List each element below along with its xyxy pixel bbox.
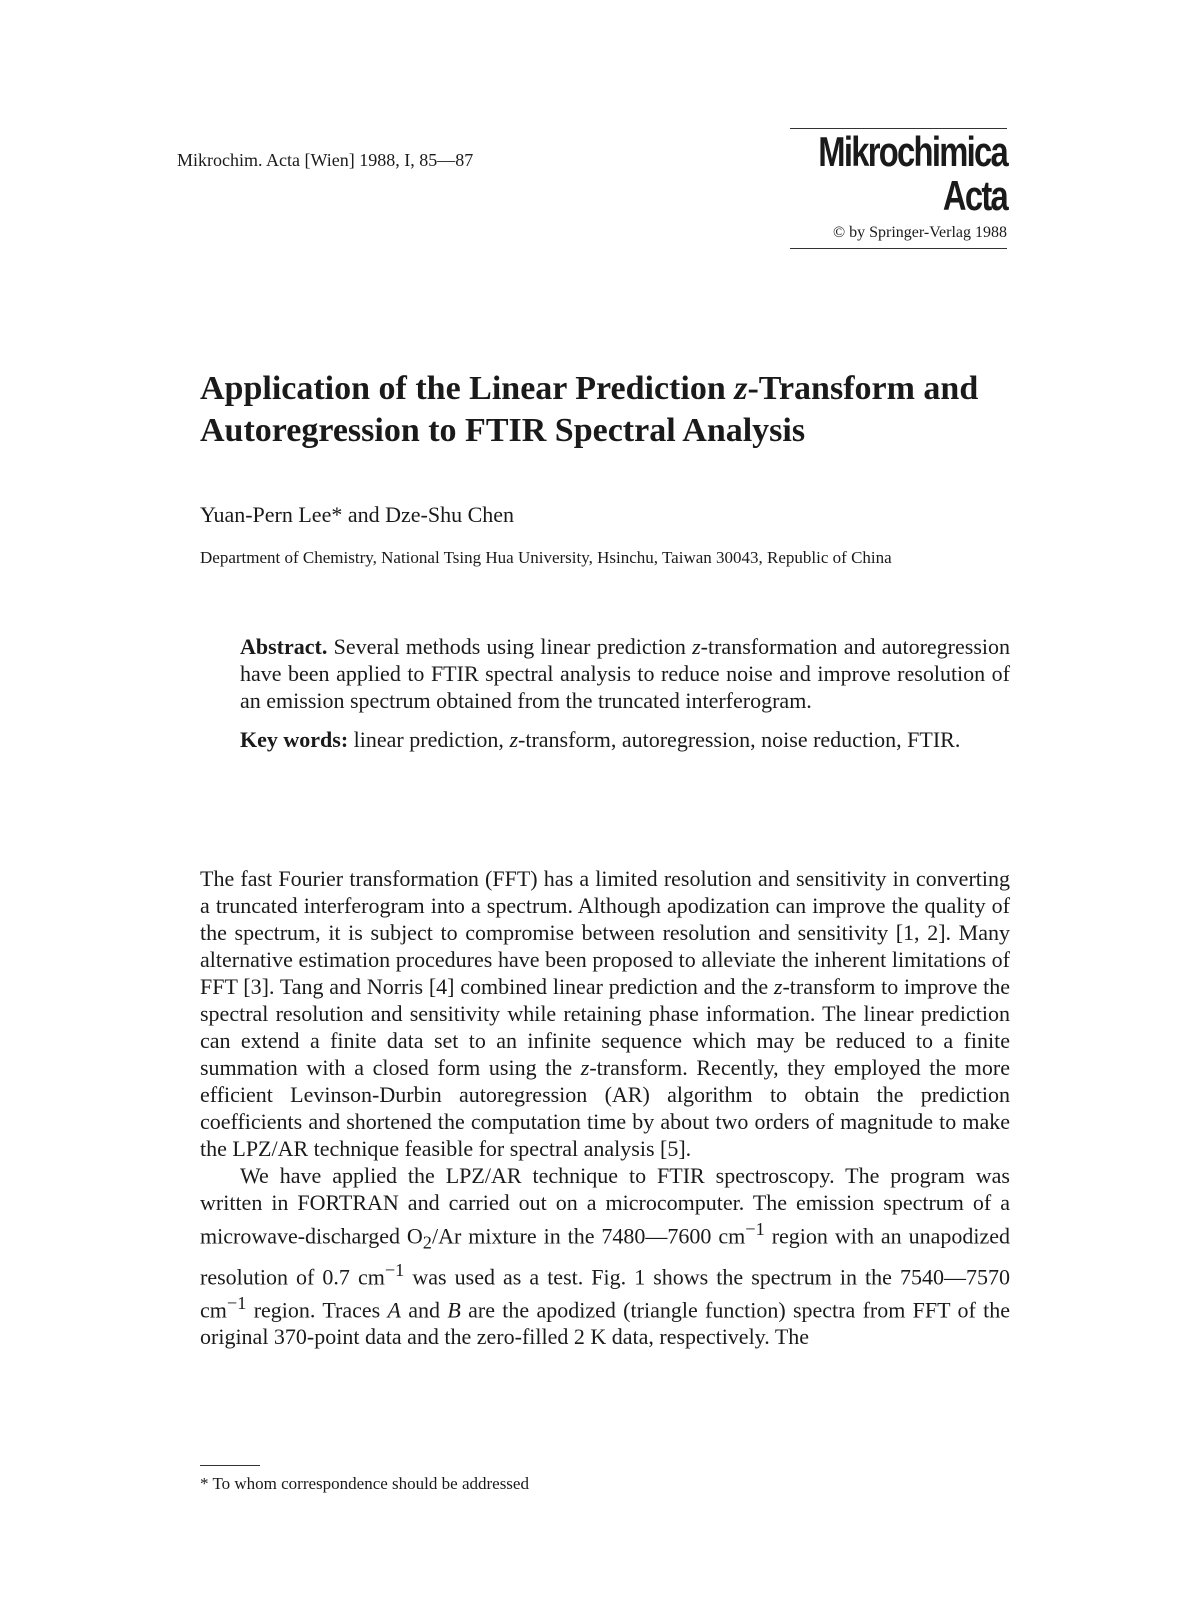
copyright-notice: © by Springer-Verlag 1988 bbox=[832, 224, 1007, 241]
abstract-section bbox=[240, 633, 1010, 753]
p2-text-f: and bbox=[400, 1297, 448, 1323]
logo-bottom-rule bbox=[790, 248, 1007, 249]
p2-text-b: /Ar mixture in the 7480—7600 cm bbox=[431, 1223, 746, 1249]
journal-logo bbox=[818, 130, 1007, 218]
author-affiliation: Department of Chemistry, National Tsing Hua University, Hsinchu, Taiwan 30043, Republic of China bbox=[200, 548, 892, 567]
article-title bbox=[200, 368, 1010, 452]
p2-superscript-1: −1 bbox=[745, 1219, 765, 1239]
body-text bbox=[200, 865, 1010, 1350]
body-paragraph-2 bbox=[200, 1162, 1010, 1350]
p2-superscript-3: −1 bbox=[226, 1293, 247, 1314]
author-list: Yuan-Pern Lee* and Dze-Shu Chen bbox=[200, 502, 515, 527]
p2-text-g: are the apodized (triangle function) spectra from FFT of the original 370-point data and the zero-filled 2 K data, respectively. The bbox=[200, 1297, 1010, 1350]
abstract-text-1: Several methods using linear prediction bbox=[327, 634, 693, 659]
abstract-paragraph bbox=[240, 633, 1010, 714]
p2-trace-b: B bbox=[447, 1297, 461, 1323]
title-text-1: Application of the Linear Prediction bbox=[200, 370, 735, 407]
p1-z-italic-2: z bbox=[580, 1055, 590, 1080]
p2-subscript: 2 bbox=[422, 1232, 432, 1253]
footnote: * To whom correspondence should be addressed bbox=[200, 1474, 529, 1493]
abstract-label: Abstract. bbox=[240, 634, 328, 659]
p1-text-b: -transform to improve the spectral resolution and sensitivity while retaining phase information. The linear prediction can extend a finite data set to an infinite sequence which may be reduced to a finite summation with a closed form using the bbox=[200, 974, 1010, 1080]
p2-text-a: We have applied the LPZ/AR technique to FTIR spectroscopy. The program was written in FORTRAN and carried out on a microcomputer. The emission spectrum of a microwave-discharged O bbox=[200, 1163, 1010, 1249]
keywords-text-1: linear prediction, bbox=[348, 727, 510, 752]
p2-text-c: region with an unapodized resolution of 0.7 cm bbox=[200, 1223, 1010, 1290]
journal-logo-block bbox=[790, 128, 1007, 258]
abstract-text-2: -transformation and autoregression have been applied to FTIR spectral analysis to reduce noise and improve resolution of an emission spectrum obtained from the truncated interferogram. bbox=[240, 634, 1010, 713]
p1-text-c: -transform. Recently, they employed the more efficient Levinson-Durbin autoregression (AR) algorithm to obtain the prediction coefficients and shortened the computation time by about two orders of magnitude to make the LPZ/AR technique feasible for spectral analysis [5]. bbox=[200, 1055, 1010, 1161]
keywords-paragraph bbox=[240, 726, 1010, 753]
abstract-z-italic: z bbox=[692, 634, 701, 659]
p2-text-e: region. Traces bbox=[246, 1297, 388, 1323]
journal-logo-line2: Acta bbox=[942, 172, 1007, 219]
title-text-2: -Transform and Autoregression to FTIR Spectral Analysis bbox=[200, 370, 979, 449]
keywords-text-2: -transform, autoregression, noise reduction, FTIR. bbox=[518, 727, 961, 752]
p2-trace-a: A bbox=[387, 1297, 401, 1323]
title-z-italic: z bbox=[734, 370, 748, 407]
body-paragraph-1 bbox=[200, 865, 1010, 1162]
journal-citation: Mikrochim. Acta [Wien] 1988, I, 85—87 bbox=[177, 150, 474, 170]
footnote-divider bbox=[200, 1465, 260, 1466]
keywords-label: Key words: bbox=[240, 727, 349, 752]
p2-text-d: was used as a test. Fig. 1 shows the spectrum in the 7540—7570 cm bbox=[200, 1264, 1010, 1323]
p1-z-italic-1: z bbox=[773, 974, 783, 999]
journal-logo-line1: Mikrochimica bbox=[818, 128, 1007, 175]
keywords-z-italic: z bbox=[509, 727, 518, 752]
p2-superscript-2: −1 bbox=[384, 1259, 405, 1280]
p1-text-a: The fast Fourier transformation (FFT) has a limited resolution and sensitivity in converting a truncated interferogram into a spectrum. Although apodization can improve the quality of the spectrum, it is subject to compromise between resolution and sensitivity [1, 2]. Many alternative estimation procedures have been proposed to alleviate the inherent limitations of FFT [3]. Tang and Norris [4] combined linear prediction and the bbox=[200, 866, 1010, 999]
